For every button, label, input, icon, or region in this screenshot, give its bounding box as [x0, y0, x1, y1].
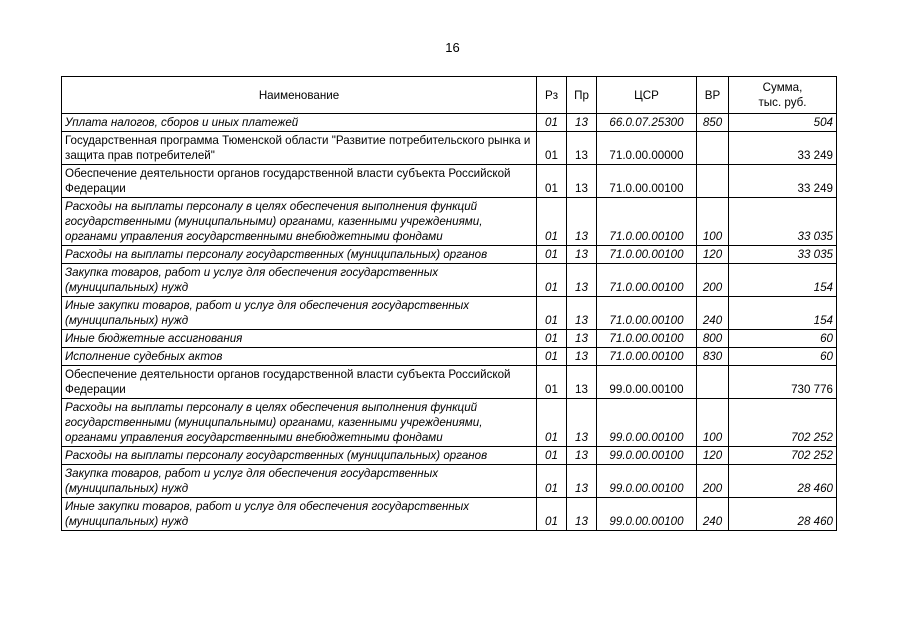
cell-vr: [697, 366, 729, 399]
cell-pr: 13: [567, 498, 597, 531]
cell-csr: 71.0.00.00100: [597, 165, 697, 198]
cell-rz: 01: [537, 366, 567, 399]
header-name: Наименование: [62, 77, 537, 114]
table-row: [62, 114, 837, 132]
cell-csr: 99.0.00.00100: [597, 447, 697, 465]
budget-table: [61, 76, 837, 531]
cell-pr: 13: [567, 165, 597, 198]
cell-vr: 240: [697, 297, 729, 330]
table-row: [62, 297, 837, 330]
table-row: [62, 366, 837, 399]
cell-name: Государственная программа Тюменской области "Развитие потребительского рынка и защита прав потребителей": [62, 132, 537, 165]
cell-sum: 154: [729, 297, 837, 330]
cell-csr: 71.0.00.00100: [597, 264, 697, 297]
table-row: [62, 165, 837, 198]
cell-rz: 01: [537, 465, 567, 498]
cell-csr: 71.0.00.00100: [597, 246, 697, 264]
cell-csr: 99.0.00.00100: [597, 366, 697, 399]
cell-vr: 830: [697, 348, 729, 366]
cell-pr: 13: [567, 399, 597, 447]
cell-sum: 33 035: [729, 198, 837, 246]
cell-pr: 13: [567, 114, 597, 132]
cell-sum: 60: [729, 330, 837, 348]
table-row: [62, 399, 837, 447]
cell-sum: 33 249: [729, 165, 837, 198]
cell-csr: 99.0.00.00100: [597, 465, 697, 498]
cell-rz: 01: [537, 264, 567, 297]
cell-csr: 99.0.00.00100: [597, 498, 697, 531]
cell-name: Расходы на выплаты персоналу в целях обеспечения выполнения функций государственными (муниципальными) органами, казенными учреждениями, органами управления государственными внебюджетными фондами: [62, 399, 537, 447]
cell-sum: 28 460: [729, 498, 837, 531]
cell-vr: 200: [697, 264, 729, 297]
cell-vr: [697, 165, 729, 198]
table-header-row: [62, 77, 837, 114]
cell-rz: 01: [537, 165, 567, 198]
cell-rz: 01: [537, 198, 567, 246]
cell-name: Закупка товаров, работ и услуг для обеспечения государственных (муниципальных) нужд: [62, 465, 537, 498]
cell-vr: 240: [697, 498, 729, 531]
table-row: [62, 465, 837, 498]
cell-name: Уплата налогов, сборов и иных платежей: [62, 114, 537, 132]
cell-pr: 13: [567, 366, 597, 399]
cell-rz: 01: [537, 114, 567, 132]
cell-rz: 01: [537, 330, 567, 348]
cell-vr: 120: [697, 447, 729, 465]
cell-vr: 120: [697, 246, 729, 264]
cell-csr: 66.0.07.25300: [597, 114, 697, 132]
cell-sum: 33 249: [729, 132, 837, 165]
cell-rz: 01: [537, 498, 567, 531]
cell-rz: 01: [537, 246, 567, 264]
cell-csr: 71.0.00.00000: [597, 132, 697, 165]
header-pr: Пр: [567, 77, 597, 114]
header-vr: ВР: [697, 77, 729, 114]
cell-pr: 13: [567, 297, 597, 330]
header-sum-line1: Сумма,: [762, 81, 803, 94]
cell-vr: 850: [697, 114, 729, 132]
header-sum-line2: тыс. руб.: [758, 96, 807, 109]
header-csr: ЦСР: [597, 77, 697, 114]
table-row: [62, 132, 837, 165]
cell-rz: 01: [537, 297, 567, 330]
cell-rz: 01: [537, 447, 567, 465]
cell-vr: [697, 132, 729, 165]
table-row: [62, 348, 837, 366]
cell-name: Расходы на выплаты персоналу в целях обеспечения выполнения функций государственными (муниципальными) органами, казенными учреждениями, органами управления государственными внебюджетными фондами: [62, 198, 537, 246]
cell-vr: 800: [697, 330, 729, 348]
table-row: [62, 498, 837, 531]
cell-sum: 28 460: [729, 465, 837, 498]
cell-vr: 100: [697, 399, 729, 447]
cell-csr: 71.0.00.00100: [597, 348, 697, 366]
cell-pr: 13: [567, 348, 597, 366]
cell-sum: 730 776: [729, 366, 837, 399]
cell-name: Исполнение судебных актов: [62, 348, 537, 366]
cell-csr: 99.0.00.00100: [597, 399, 697, 447]
cell-pr: 13: [567, 465, 597, 498]
cell-sum: 702 252: [729, 447, 837, 465]
cell-name: Иные бюджетные ассигнования: [62, 330, 537, 348]
cell-pr: 13: [567, 447, 597, 465]
cell-name: Иные закупки товаров, работ и услуг для обеспечения государственных (муниципальных) нужд: [62, 297, 537, 330]
cell-sum: 60: [729, 348, 837, 366]
cell-vr: 200: [697, 465, 729, 498]
cell-pr: 13: [567, 264, 597, 297]
cell-sum: 154: [729, 264, 837, 297]
cell-name: Обеспечение деятельности органов государственной власти субъекта Российской Федерации: [62, 366, 537, 399]
cell-name: Обеспечение деятельности органов государственной власти субъекта Российской Федерации: [62, 165, 537, 198]
header-sum: [729, 77, 837, 114]
cell-sum: 33 035: [729, 246, 837, 264]
cell-name: Расходы на выплаты персоналу государственных (муниципальных) органов: [62, 246, 537, 264]
cell-sum: 702 252: [729, 399, 837, 447]
table-row: [62, 198, 837, 246]
cell-sum: 504: [729, 114, 837, 132]
table-row: [62, 330, 837, 348]
cell-pr: 13: [567, 330, 597, 348]
cell-csr: 71.0.00.00100: [597, 198, 697, 246]
header-rz: Рз: [537, 77, 567, 114]
cell-pr: 13: [567, 132, 597, 165]
cell-csr: 71.0.00.00100: [597, 297, 697, 330]
cell-name: Иные закупки товаров, работ и услуг для обеспечения государственных (муниципальных) нужд: [62, 498, 537, 531]
table-row: [62, 264, 837, 297]
cell-rz: 01: [537, 399, 567, 447]
table-row: [62, 447, 837, 465]
cell-vr: 100: [697, 198, 729, 246]
cell-rz: 01: [537, 348, 567, 366]
cell-rz: 01: [537, 132, 567, 165]
table-row: [62, 246, 837, 264]
cell-csr: 71.0.00.00100: [597, 330, 697, 348]
cell-name: Закупка товаров, работ и услуг для обеспечения государственных (муниципальных) нужд: [62, 264, 537, 297]
cell-pr: 13: [567, 198, 597, 246]
cell-name: Расходы на выплаты персоналу государственных (муниципальных) органов: [62, 447, 537, 465]
cell-pr: 13: [567, 246, 597, 264]
page-number: 16: [445, 40, 460, 55]
